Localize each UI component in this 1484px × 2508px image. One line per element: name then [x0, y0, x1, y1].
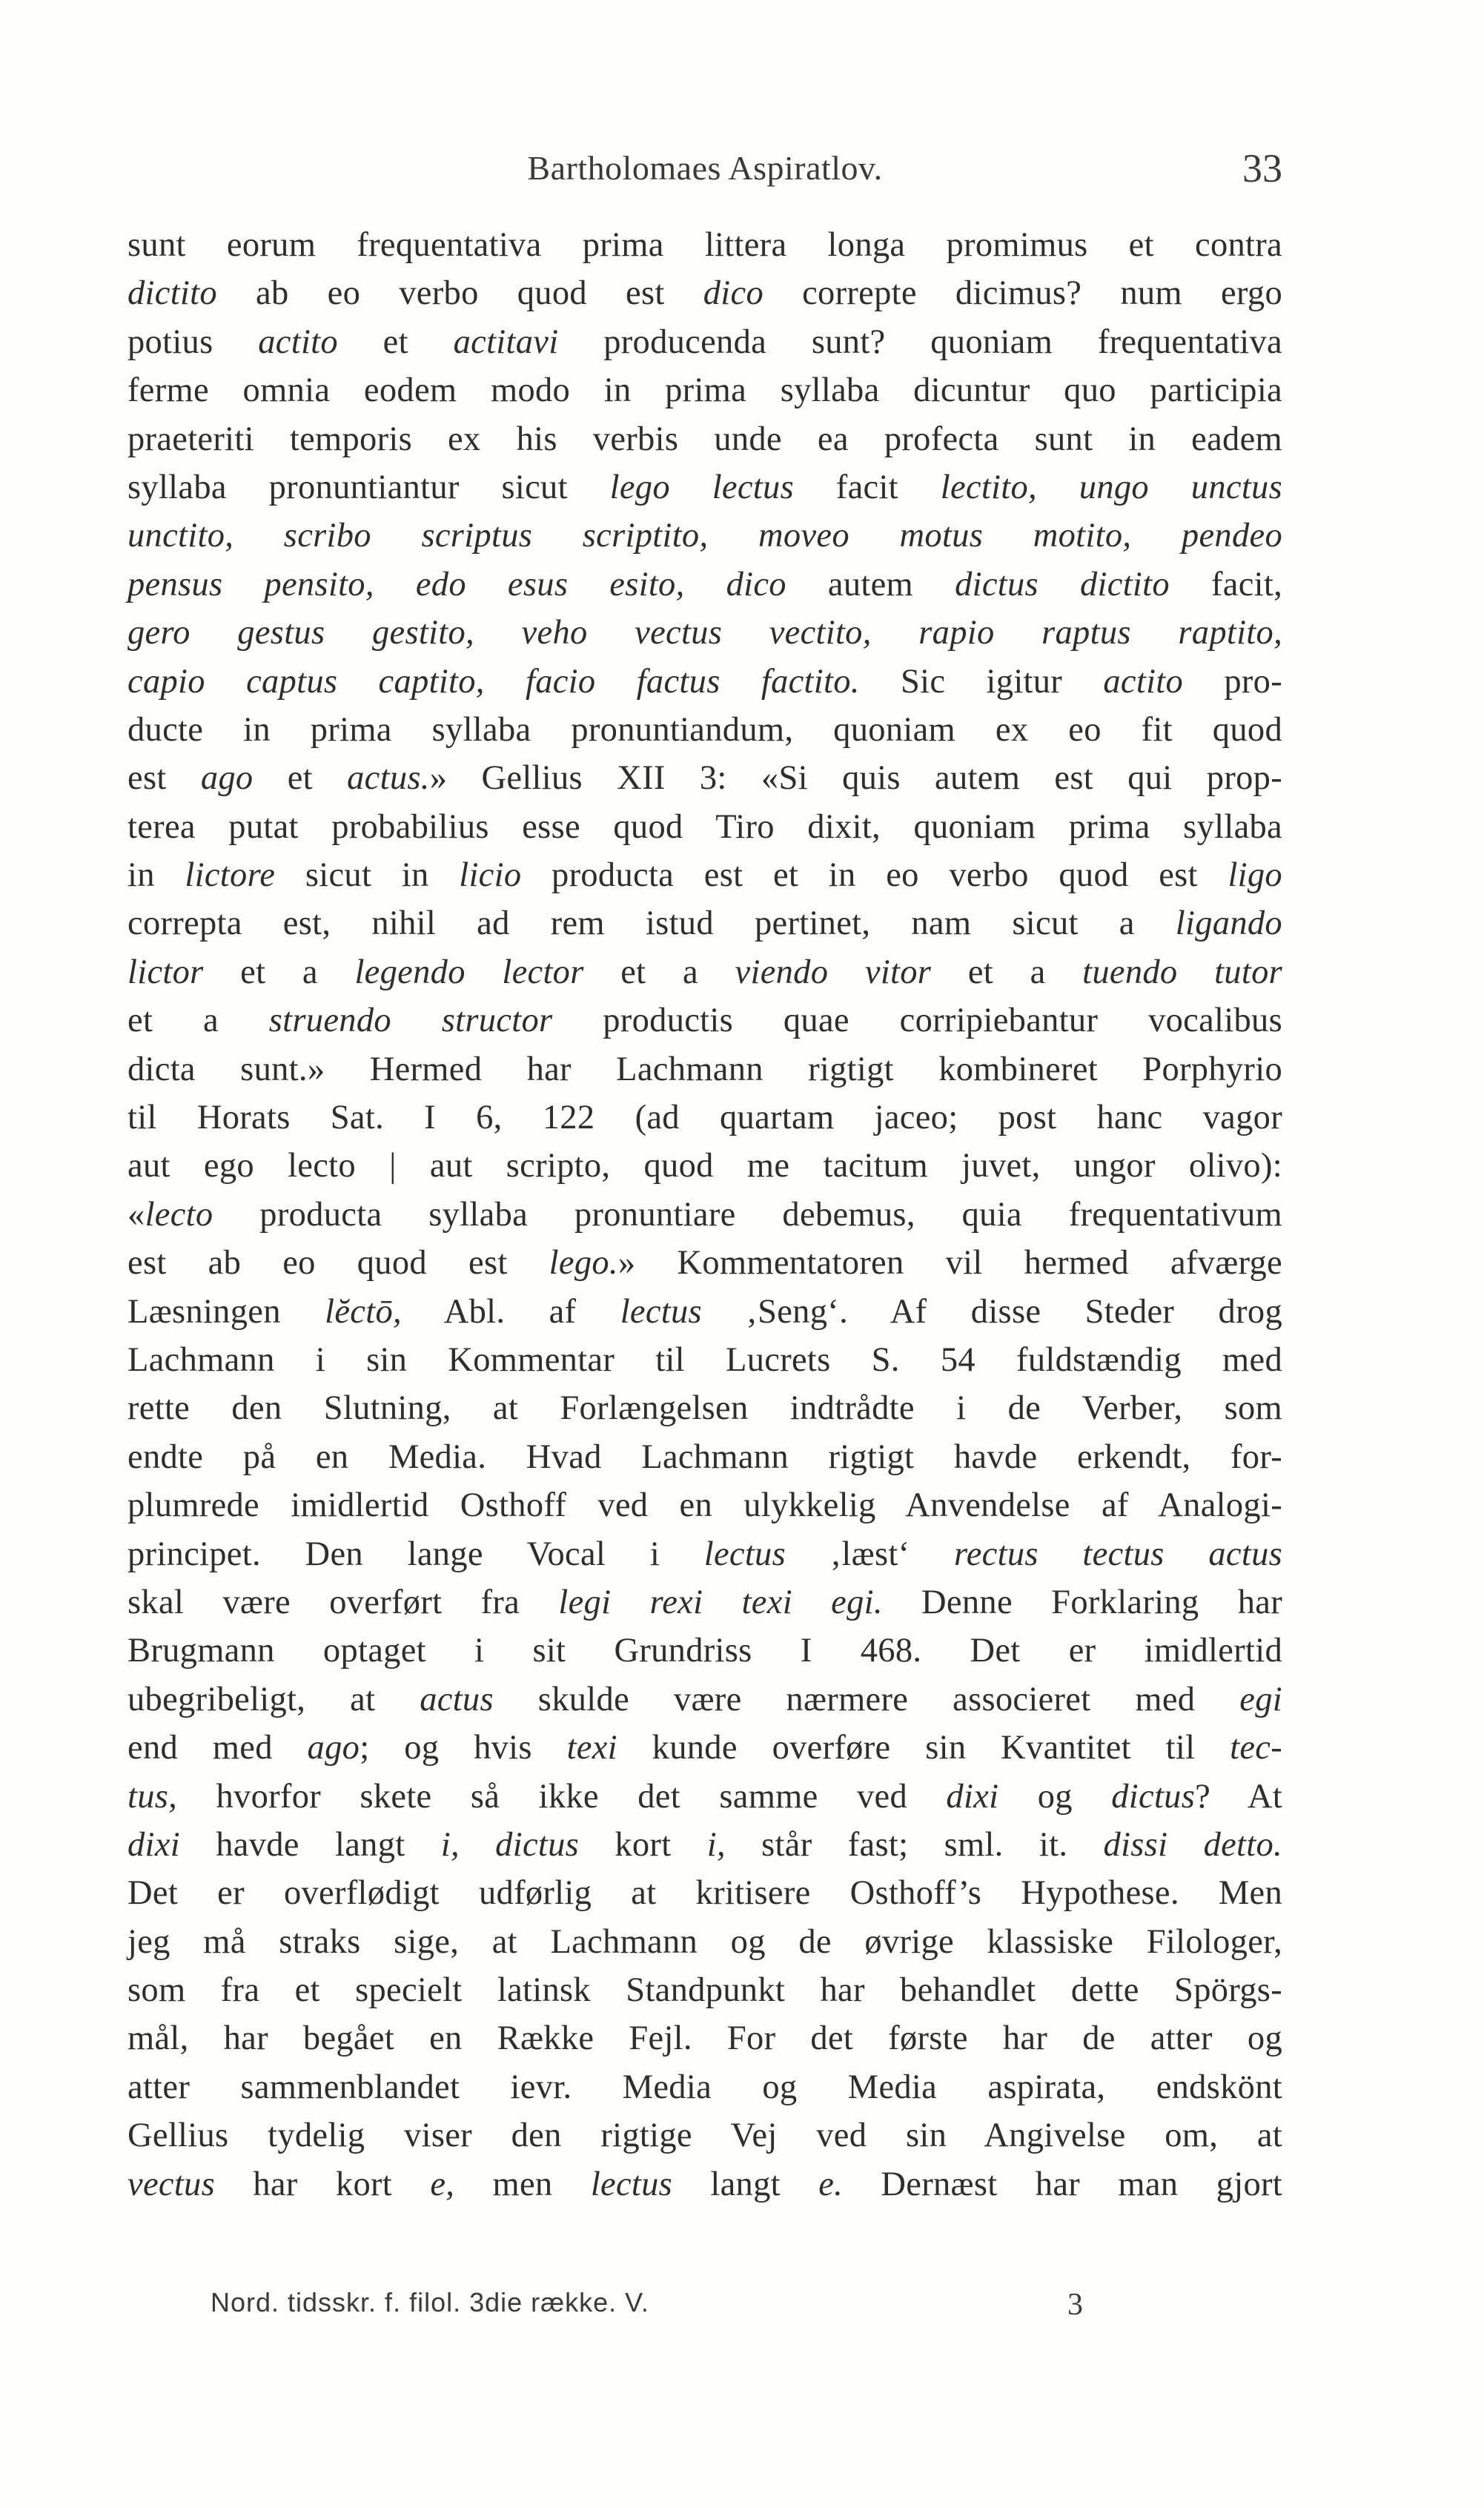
text-line — [127, 269, 1282, 317]
text-run: Læsningen — [127, 1292, 325, 1331]
text-run: jeg må straks sige, at Lachmann og de øvrige klassiske Filologer, — [127, 1922, 1282, 1961]
italic-run: tus, — [127, 1777, 178, 1816]
text-line — [127, 1675, 1282, 1724]
italic-run: viendo vitor — [735, 953, 932, 991]
text-run: et — [337, 322, 454, 361]
text-run: autem — [786, 565, 955, 603]
text-line — [127, 996, 1282, 1045]
text-run: plumrede imidlertid Osthoff ved en ulykkelig Anvendelse af Analogi- — [127, 1486, 1282, 1525]
italic-run: dico — [703, 274, 763, 313]
text-line — [127, 1433, 1282, 1481]
text-line — [127, 366, 1282, 414]
italic-run: vectus — [127, 2165, 215, 2203]
italic-run: texi — [566, 1729, 617, 1767]
text-run: Lachmann i sin Kommentar til Lucrets S. 54 fuldstændig med — [127, 1340, 1282, 1379]
italic-run: lectus — [620, 1292, 702, 1331]
text-run: correpte dicimus? num ergo — [763, 274, 1283, 313]
italic-run: lictore — [185, 856, 276, 895]
text-line — [127, 1045, 1282, 1093]
text-run: » Gellius XII 3: «Si quis autem est qui prop- — [429, 759, 1282, 798]
italic-run: dictus — [1111, 1777, 1196, 1816]
text-run: Sic igitur — [859, 662, 1104, 701]
italic-run: e, — [430, 2165, 455, 2203]
text-run: ubegribeligt, at — [127, 1680, 420, 1718]
text-run: ducte in prima syllaba pronuntiandum, quoniam ex eo fit quod — [127, 710, 1282, 749]
text-run: et a — [931, 953, 1083, 991]
italic-run: gero gestus gestito, veho vectus vectito, rapio raptus raptito, — [127, 614, 1282, 652]
text-run: principet. Den lange Vocal i — [127, 1535, 704, 1573]
italic-run: actito — [1103, 662, 1184, 701]
text-run: productis quae corripiebantur vocalibus — [552, 1002, 1282, 1040]
text-line — [127, 1530, 1282, 1578]
text-line — [127, 1724, 1282, 1772]
text-line — [127, 1384, 1282, 1432]
italic-run: legi rexi texi egi. — [558, 1583, 883, 1621]
text-run: mål, har begået en Række Fejl. For det første har de atter og — [127, 2019, 1282, 2058]
text-line — [127, 1336, 1282, 1384]
italic-run: ago — [307, 1729, 360, 1767]
italic-run: lectito, ungo unctus — [940, 468, 1282, 506]
text-run: sicut in — [275, 856, 460, 895]
text-run: producta syllaba pronuntiare debemus, quia frequentativum — [213, 1195, 1282, 1234]
text-run: har kort — [214, 2165, 431, 2203]
text-line — [127, 1191, 1282, 1239]
italic-run: legendo lector — [354, 953, 584, 991]
italic-run: dixi — [127, 1825, 180, 1864]
text-run: ‚læst‘ — [785, 1535, 955, 1573]
text-run: Abl. af — [401, 1292, 620, 1331]
text-line — [127, 899, 1282, 947]
text-run: pro- — [1183, 662, 1282, 701]
italic-run: tec- — [1230, 1729, 1282, 1767]
running-title: Bartholomaes Aspiratlov. — [527, 149, 883, 187]
italic-run: unctito, scribo scriptus scriptito, moveo motus motito, pendeo — [127, 517, 1282, 555]
text-run: Denne Forklaring har — [882, 1583, 1282, 1621]
italic-run: ligando — [1175, 904, 1282, 943]
italic-run: egi — [1239, 1680, 1282, 1718]
italic-run: rectus tectus actus — [954, 1535, 1283, 1573]
text-line — [127, 1627, 1282, 1675]
text-run: et a — [583, 953, 735, 991]
text-run: est — [127, 759, 201, 798]
italic-run: dissi detto. — [1103, 1825, 1282, 1864]
text-line — [127, 706, 1282, 754]
text-run: og — [998, 1777, 1112, 1816]
text-run: correpta est, nihil ad rem istud pertinet, nam sicut a — [127, 904, 1176, 943]
text-run: Brugmann optaget i sit Grundriss I 468. Det er imidlertid — [127, 1632, 1282, 1670]
italic-run: dictito — [127, 274, 217, 313]
text-run: sunt eorum frequentativa prima littera longa promimus et contra — [127, 226, 1282, 264]
italic-run: lego lectus — [609, 468, 794, 506]
italic-run: lectus — [590, 2165, 673, 2203]
text-line — [127, 609, 1282, 657]
text-run: til Horats Sat. I 6, 122 (ad quartam jaceo; post hanc vagor — [127, 1099, 1282, 1137]
text-run: et a — [203, 953, 355, 991]
text-line — [127, 221, 1282, 269]
italic-run: actus. — [347, 759, 430, 798]
italic-run: actito — [258, 322, 338, 361]
text-run: Det er overflødigt udførlig at kritisere Osthoff’s Hypothese. Men — [127, 1874, 1282, 1913]
running-header — [127, 148, 1282, 200]
text-run: producta est et in eo verbo quod est — [521, 856, 1228, 895]
text-run: rette den Slutning, at Forlængelsen indtrådte i de Verber, som — [127, 1389, 1282, 1428]
text-run: aut ego lecto | aut scripto, quod me tacitum juvet, ungor olivo): — [127, 1147, 1282, 1185]
footer — [127, 2287, 1282, 2332]
text-run: facit, — [1169, 565, 1283, 603]
text-run: facit — [793, 468, 941, 506]
text-line — [127, 560, 1282, 609]
text-run: potius — [127, 322, 259, 361]
text-line — [127, 754, 1282, 802]
text-run: syllaba pronuntiantur sicut — [127, 468, 610, 506]
body-text — [127, 221, 1282, 2208]
printer-signature: Nord. tidsskr. f. filol. 3die række. V. — [211, 2287, 649, 2317]
text-line — [127, 1773, 1282, 1821]
text-run: atter sammenblandet ievr. Media og Media aspirata, endskönt — [127, 2068, 1282, 2106]
text-run: hvorfor skete så ikke det samme ved — [177, 1777, 947, 1816]
text-run: praeteriti temporis ex his verbis unde ea profecta sunt in eadem — [127, 420, 1282, 458]
text-run: end med — [127, 1729, 308, 1767]
text-line — [127, 512, 1282, 560]
text-run: » Kommentatoren vil hermed afværge — [617, 1244, 1282, 1283]
text-run: Gellius tydelig viser den rigtige Vej ved sin Angivelse om, at — [127, 2117, 1282, 2155]
text-line — [127, 2111, 1282, 2160]
italic-run: e. — [818, 2165, 844, 2203]
text-line — [127, 1821, 1282, 1869]
text-line — [127, 658, 1282, 706]
text-run: skulde være nærmere associeret med — [493, 1680, 1240, 1718]
text-line — [127, 415, 1282, 463]
text-run: est ab eo quod est — [127, 1244, 549, 1283]
text-line — [127, 1869, 1282, 1917]
italic-run: i, dictus — [440, 1825, 580, 1864]
text-run: in — [127, 856, 185, 895]
italic-run: actitavi — [453, 322, 559, 361]
text-run: dicta sunt.» Hermed har Lachmann rigtigt kombineret Porphyrio — [127, 1050, 1282, 1088]
text-line — [127, 1093, 1282, 1142]
page-number: 33 — [1242, 146, 1282, 191]
text-run: ‚Seng‘. Af disse Steder drog — [701, 1292, 1282, 1331]
text-run: « — [127, 1195, 145, 1234]
text-run: ; og hvis — [360, 1729, 567, 1767]
italic-run: actus — [420, 1680, 494, 1718]
text-run: ab eo verbo quod est — [216, 274, 703, 313]
italic-run: i, — [706, 1825, 726, 1864]
text-run: står fast; sml. it. — [725, 1825, 1104, 1864]
text-run: kunde overføre sin Kvantitet til — [617, 1729, 1230, 1767]
italic-run: dixi — [946, 1777, 999, 1816]
text-line — [127, 851, 1282, 899]
text-run: skal være overført fra — [127, 1583, 559, 1621]
text-run: ? At — [1195, 1777, 1282, 1816]
text-line — [127, 803, 1282, 851]
text-run: terea putat probabilius esse quod Tiro dixit, quoniam prima syllaba — [127, 807, 1282, 846]
text-line — [127, 1578, 1282, 1627]
italic-run: dictus dictito — [955, 565, 1170, 603]
text-run: kort — [579, 1825, 707, 1864]
text-line — [127, 463, 1282, 512]
text-run: havde langt — [179, 1825, 441, 1864]
italic-run: lego. — [549, 1244, 618, 1283]
sheet-number: 3 — [1067, 2288, 1083, 2322]
text-line — [127, 1481, 1282, 1529]
italic-run: capio captus captito, facio factus factito. — [127, 662, 860, 701]
text-line — [127, 948, 1282, 996]
italic-run: lictor — [127, 953, 204, 991]
italic-run: ligo — [1228, 856, 1282, 895]
text-line — [127, 2160, 1282, 2208]
text-line — [127, 1966, 1282, 2014]
text-line — [127, 1918, 1282, 1966]
text-run: men — [454, 2165, 591, 2203]
text-line — [127, 1239, 1282, 1287]
text-run: et a — [127, 1002, 269, 1040]
text-line — [127, 2014, 1282, 2062]
text-run: Dernæst har man gjort — [843, 2165, 1283, 2203]
italic-run: licio — [459, 856, 522, 895]
text-line — [127, 1142, 1282, 1190]
text-run: endte på en Media. Hvad Lachmann rigtigt havde erkendt, for- — [127, 1437, 1282, 1476]
text-run: ferme omnia eodem modo in prima syllaba dicuntur quo participia — [127, 371, 1282, 410]
italic-run: lĕctō, — [325, 1292, 402, 1331]
text-line — [127, 318, 1282, 366]
text-run: som fra et specielt latinsk Standpunkt har behandlet dette Spörgs- — [127, 1971, 1282, 2010]
text-line — [127, 2063, 1282, 2111]
italic-run: struendo structor — [268, 1002, 553, 1040]
italic-run: lectus — [703, 1535, 786, 1573]
text-line — [127, 1288, 1282, 1336]
italic-run: ago — [200, 759, 254, 798]
italic-run: lecto — [145, 1195, 213, 1234]
text-run: producenda sunt? quoniam frequentativa — [558, 322, 1282, 361]
text-run: et — [253, 759, 348, 798]
italic-run: pensus pensito, edo esus esito, dico — [127, 565, 786, 603]
text-run: langt — [672, 2165, 819, 2203]
italic-run: tuendo tutor — [1082, 953, 1283, 991]
